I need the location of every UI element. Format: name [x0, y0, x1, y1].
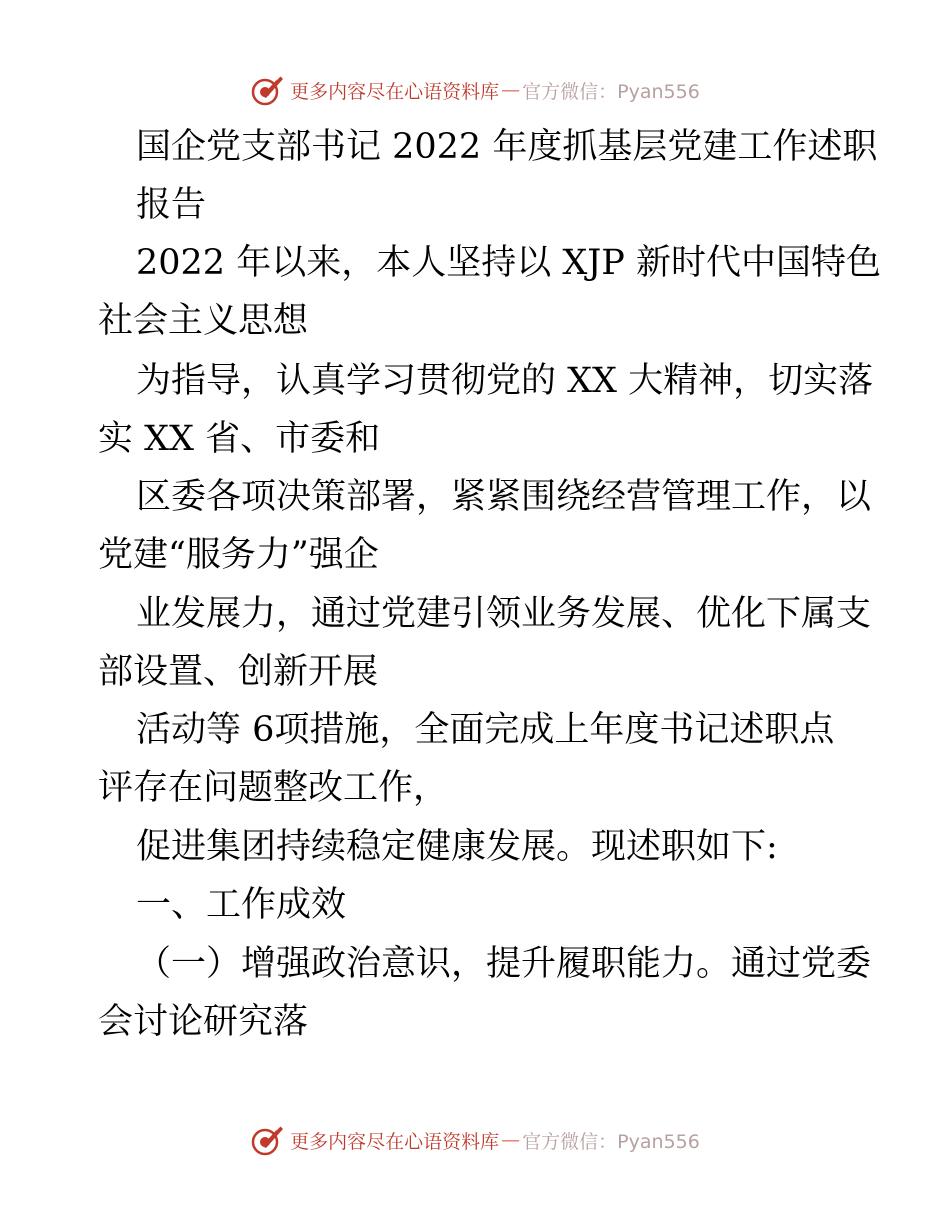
paragraph-line: 评存在问题整改工作， [98, 768, 449, 808]
banner-dash: — [501, 1129, 521, 1151]
paragraph-line: （一）增强政治意识，提升履职能力。通过党委 [136, 944, 872, 984]
banner-main-text: 更多内容尽在心语资料库 [290, 80, 500, 103]
paragraph-line: 2022 年以来，本人坚持以 XJP 新时代中国特色 [136, 243, 881, 283]
banner-contact-text: 官方微信：Pyan556 [522, 80, 700, 103]
doc-title-line-1: 国企党支部书记 2022 年度抓基层党建工作述职 [136, 127, 878, 167]
banner-main-text: 更多内容尽在心语资料库 [290, 1130, 500, 1153]
paragraph-line: 活动等 6项措施，全面完成上年度书记述职点 [136, 710, 835, 750]
paragraph-line: 社会主义思想 [98, 301, 309, 341]
quill-logo-icon [250, 1122, 286, 1158]
banner-contact-text: 官方微信：Pyan556 [522, 1130, 700, 1153]
doc-title-line-2: 报告 [136, 185, 207, 225]
paragraph-line: 促进集团持续稳定健康发展。现述职如下: [136, 827, 778, 867]
paragraph-line: 区委各项决策部署，紧紧围绕经营管理工作，以 [136, 477, 872, 517]
paragraph-line: 为指导，认真学习贯彻党的 XX 大精神，切实落 [136, 361, 874, 401]
paragraph-line: 会讨论研究落 [98, 1002, 309, 1042]
paragraph-line: 实 XX 省、市委和 [98, 419, 381, 459]
paragraph-line: 部设置、创新开展 [98, 652, 379, 692]
paragraph-line: 业发展力，通过党建引领业务发展、优化下属支 [136, 594, 872, 634]
watermark-banner-top [0, 70, 950, 110]
watermark-banner-bottom [0, 1120, 950, 1160]
paragraph-line: 党建“服务力”强企 [98, 535, 379, 575]
section-heading: 一、工作成效 [136, 885, 347, 925]
banner-dash: — [501, 79, 521, 101]
quill-logo-icon [250, 72, 286, 108]
